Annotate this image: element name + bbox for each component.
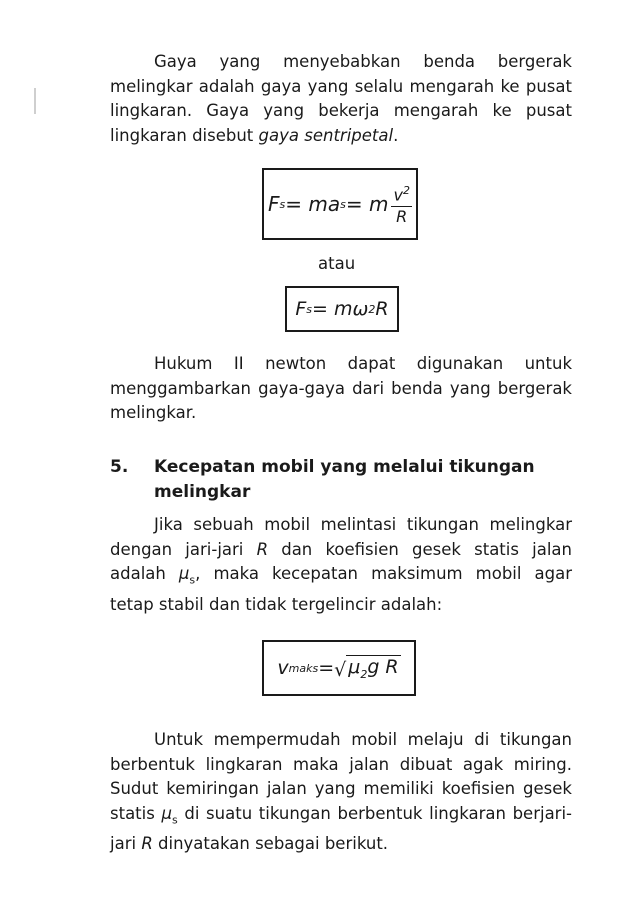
paragraph-text: Gaya yang menyebabkan benda bergerak melingkar adalah gaya yang selalu mengarah ke pusat lingkaran. Gaya yang bekerja mengarah ke pusat lingkaran disebut [110, 52, 572, 145]
formula-lhs: v [277, 657, 289, 679]
formula-sub: s [279, 197, 286, 211]
paragraph-max-speed [110, 513, 572, 617]
atau-text: atau [318, 254, 356, 273]
fraction [391, 181, 411, 226]
paragraph-text: Hukum II newton dapat digunakan untuk menggambarkan gaya-gaya dari benda yang bergerak melingkar. [110, 354, 572, 422]
formula-box-angular [285, 286, 399, 332]
fraction-denominator: R [396, 206, 408, 226]
symbol-sub: s [189, 573, 196, 587]
paragraph-banked-road [110, 728, 572, 857]
radicand-sub: 2 [360, 667, 368, 681]
formula-part: = mω [312, 298, 369, 320]
exponent: 2 [368, 302, 376, 316]
paragraph-text: di suatu tikungan berbentuk lingkaran berjari-jari [110, 803, 573, 854]
formula-sub: s [306, 302, 313, 316]
formula-box-max-speed [262, 640, 416, 696]
symbol-sub: s [171, 812, 178, 826]
square-root: √ $\mu_2g$ R [334, 656, 399, 681]
paragraph-text: Untuk mempermudah mobil melaju di tikungan berbentuk lingkaran maka jalan dibuat agak miring. Sudut kemiringan jalan yang memiliki koefisien gesek statis [110, 730, 572, 823]
paragraph-newton [110, 352, 572, 426]
fraction-numerator: v [393, 185, 403, 205]
formula-lhs: F [268, 192, 280, 216]
symbol-r: R [141, 834, 153, 854]
formula-part: = [318, 657, 335, 679]
formula-sub: s [340, 197, 346, 211]
paragraph-text: dinyatakan sebagai berikut. [152, 834, 389, 854]
paragraph-end: . [393, 125, 399, 145]
margin-mark [34, 88, 36, 114]
symbol-mu: μ [178, 564, 190, 583]
paragraph-text: , maka kecepatan maksimum mobil agar tetap stabil dan tidak tergelincir adalah: [110, 564, 572, 614]
paragraph-centripetal-force [110, 50, 572, 148]
formula-part: = m [345, 192, 389, 216]
section-heading [110, 455, 580, 507]
formula-box-centripetal [262, 168, 418, 240]
paragraph-text: dan koefisien gesek statis jalan adalah [110, 539, 572, 583]
section-title: Kecepatan mobil yang melalui tikungan melingkar [154, 457, 535, 502]
emphasis-term: gaya sentripetal [258, 125, 394, 145]
formula-part: R [375, 298, 389, 320]
formula-lhs: F [295, 298, 307, 320]
formula-sub: maks [288, 661, 319, 675]
radicand: μ [348, 656, 361, 679]
paragraph-text: Jika sebuah mobil melintasi tikungan melingkar dengan jari-jari [110, 515, 572, 559]
formula-part: = ma [285, 192, 341, 216]
section-number: 5. [110, 457, 129, 477]
exponent: 2 [402, 184, 410, 198]
symbol-r: R [256, 539, 269, 559]
radicand: g R [367, 656, 399, 679]
symbol-mu: μ [161, 803, 172, 823]
